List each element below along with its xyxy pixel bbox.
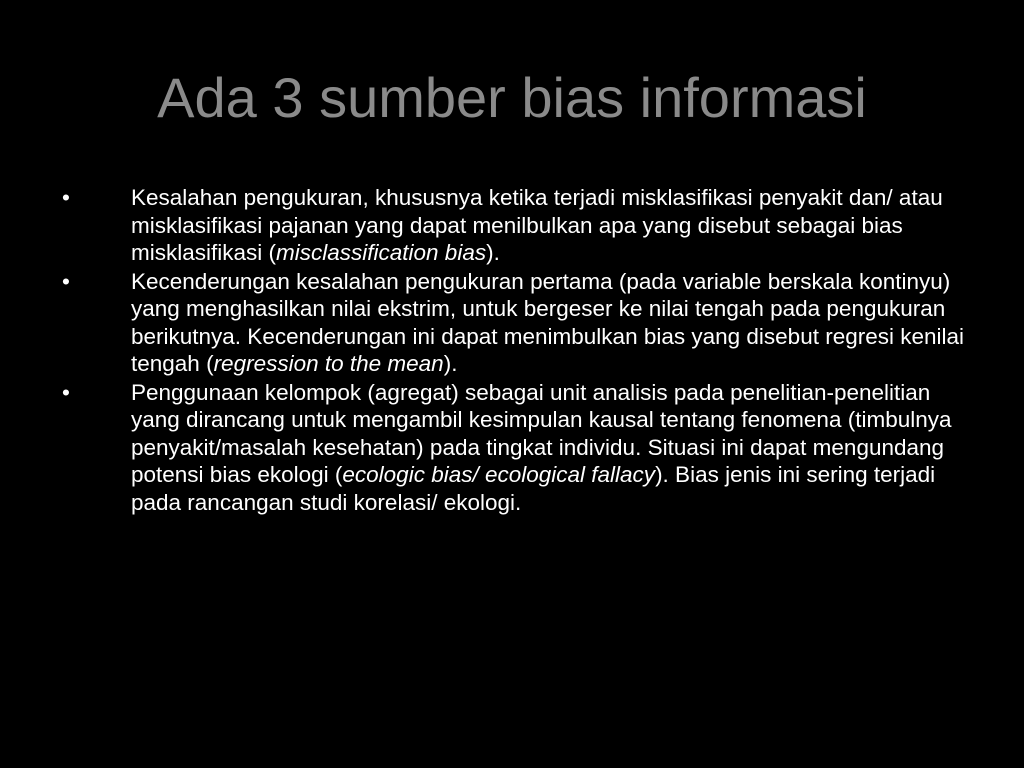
bullet-text-italic: ecologic bias/ ecological fallacy	[342, 462, 656, 487]
bullet-text-before: Kesalahan pengukuran, khususnya ketika terjadi misklasifikasi penyakit dan/ atau misklasifikasi pajanan yang dapat menilbulkan apa yang disebut sebagai bias misklasifikasi (	[131, 185, 943, 265]
bullet-text-after: ).	[443, 351, 458, 376]
bullet-icon: •	[62, 379, 70, 405]
bullet-text-before: Penggunaan kelompok (agregat) sebagai unit analisis pada penelitian-penelitian yang dirancang untuk mengambil kesimpulan kausal tentang fenomena (timbulnya penyakit/masalah kesehatan) pada tingkat individu. Situasi ini dapat mengundang potensi bias ekologi (	[131, 379, 952, 487]
bullet-list	[58, 184, 978, 517]
bullet-icon: •	[62, 268, 70, 294]
bullet-text-after: ). Bias jenis ini sering terjadi pada rancangan studi korelasi/ ekologi.	[131, 462, 936, 515]
bullet-text	[131, 269, 964, 377]
bullet-text-italic: misclassification bias	[276, 240, 487, 265]
bullet-item-misclassification	[58, 184, 978, 267]
bullet-text	[131, 380, 952, 515]
bullet-text-before: Kecenderungan kesalahan pengukuran pertama (pada variable berskala kontinyu) yang menghasilkan nilai ekstrim, untuk bergeser ke nilai tengah pada pengukuran berikutnya. Kecenderungan ini dapat menimbulkan bias yang disebut regresi kenilai tengah (	[131, 268, 965, 376]
bullet-text-after: ).	[486, 240, 500, 265]
bullet-icon: •	[62, 185, 70, 210]
bullet-item-ecologic	[58, 379, 978, 517]
bullet-item-regression	[58, 268, 978, 378]
slide-title: Ada 3 sumber bias informasi	[157, 66, 867, 129]
bullet-text	[131, 185, 943, 265]
bullet-text-italic: regression to the mean	[213, 351, 444, 376]
